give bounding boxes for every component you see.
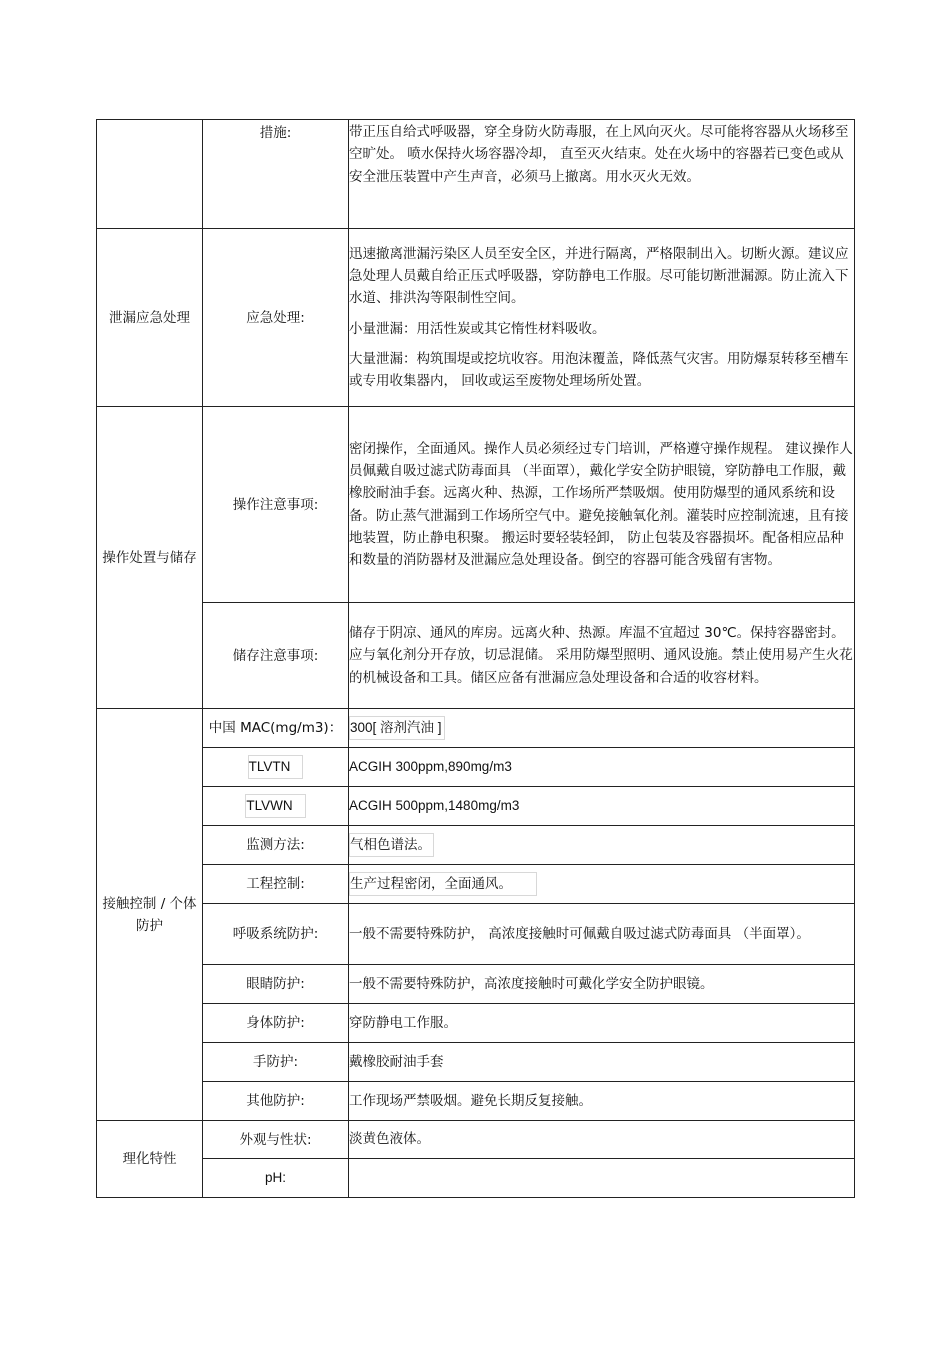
engineering-control-value	[349, 865, 855, 904]
row-other-protection	[97, 1082, 855, 1121]
row-hand-protection	[97, 1043, 855, 1082]
row-body-protection	[97, 1004, 855, 1043]
respiratory-protection-label: 呼吸系统防护:	[203, 904, 349, 965]
operation-notes-label: 操作注意事项:	[203, 407, 349, 603]
row-tlvwn	[97, 787, 855, 826]
engineering-control-label: 工程控制:	[203, 865, 349, 904]
category-cell-empty	[97, 120, 203, 229]
leak-handling-text	[349, 229, 855, 407]
category-handling-storage: 操作处置与储存	[97, 407, 203, 709]
fire-measures-text: 带正压自给式呼吸器，穿全身防火防毒服，在上风向灭火。尽可能将容器从火场移至空旷处。 喷水保持火场容器冷却， 直至灭火结束。处在火场中的容器若已变色或从安全泄压装置中产生声音，必须马上撤离。用水灭火无效。	[349, 120, 855, 229]
category-physchem: 理化特性	[97, 1121, 203, 1198]
monitoring-method-value-text: 气相色谱法。	[349, 833, 434, 857]
leak-paragraph-general: 迅速撤离泄漏污染区人员至安全区，并进行隔离，严格限制出入。切断火源。建议应急处理人员戴自给正压式呼吸器，穿防静电工作服。尽可能切断泄漏源。防止流入下水道、排洪沟等限制性空间。	[349, 245, 849, 307]
other-protection-label: 其他防护:	[203, 1082, 349, 1121]
tlvtn-label-cell	[203, 748, 349, 787]
body-protection-value: 穿防静电工作服。	[349, 1004, 855, 1043]
storage-notes-label: 储存注意事项:	[203, 603, 349, 709]
msds-table	[96, 119, 855, 1198]
row-leak-handling	[97, 229, 855, 407]
appearance-label: 外观与性状:	[203, 1121, 349, 1159]
eye-protection-label: 眼睛防护:	[203, 965, 349, 1004]
row-fire-measures	[97, 120, 855, 229]
leak-paragraph-small: 小量泄漏：用活性炭或其它惰性材料吸收。	[349, 320, 606, 337]
body-protection-label: 身体防护:	[203, 1004, 349, 1043]
tlvwn-value: ACGIH 500ppm,1480mg/m3	[349, 787, 855, 826]
china-mac-value-text: 300[ 溶剂汽油 ]	[349, 716, 445, 740]
storage-notes-text: 储存于阴凉、通风的库房。远离火种、热源。库温不宜超过 30℃。保持容器密封。 应与氧化剂分开存放，切忌混储。 采用防爆型照明、通风设施。禁止使用易产生火花的机械设备和工具。储区应备有泄漏应急处理设备和合适的收容材料。	[349, 603, 855, 709]
tlvtn-label: TLVTN	[248, 755, 304, 779]
tlvwn-label: TLVWN	[245, 794, 305, 818]
other-protection-value: 工作现场严禁吸烟。避免长期反复接触。	[349, 1082, 855, 1121]
ph-value	[349, 1159, 855, 1198]
row-engineering-control	[97, 865, 855, 904]
fire-measures-label: 措施:	[203, 120, 349, 229]
appearance-value: 淡黄色液体。	[349, 1121, 855, 1159]
category-exposure-control: 接触控制 / 个体防护	[97, 709, 203, 1121]
operation-notes-text: 密闭操作，全面通风。操作人员必须经过专门培训，严格遵守操作规程。 建议操作人员佩戴自吸过滤式防毒面具 （半面罩），戴化学安全防护眼镜，穿防静电工作服，戴橡胶耐油手套。远离火种、热源，工作场所严禁吸烟。使用防爆型的通风系统和设备。防止蒸气泄漏到工作场所空气中。避免接触氧化剂。灌装时应控制流速，且有接地装置，防止静电积聚。 搬运时要轻装轻卸， 防止包装及容器损坏。配备相应品种和数量的消防器材及泄漏应急处理设备。倒空的容器可能含残留有害物。	[349, 407, 855, 603]
leak-handling-label: 应急处理:	[203, 229, 349, 407]
row-monitoring-method	[97, 826, 855, 865]
ph-label: pH:	[203, 1159, 349, 1198]
monitoring-method-value	[349, 826, 855, 865]
respiratory-protection-value: 一般不需要特殊防护， 高浓度接触时可佩戴自吸过滤式防毒面具 （半面罩）。	[349, 904, 855, 965]
row-eye-protection	[97, 965, 855, 1004]
tlvtn-value: ACGIH 300ppm,890mg/m3	[349, 748, 855, 787]
engineering-control-value-text: 生产过程密闭，全面通风。	[349, 872, 537, 896]
category-leak: 泄漏应急处理	[97, 229, 203, 407]
hand-protection-label: 手防护:	[203, 1043, 349, 1082]
row-tlvtn	[97, 748, 855, 787]
china-mac-label: 中国 MAC(mg/m3)：	[203, 709, 349, 748]
leak-paragraph-large: 大量泄漏：构筑围堤或挖坑收容。用泡沫覆盖，降低蒸气灾害。用防爆泵转移至槽车或专用收集器内， 回收或运至废物处理场所处置。	[349, 350, 849, 390]
tlvwn-label-cell	[203, 787, 349, 826]
row-appearance	[97, 1121, 855, 1159]
row-storage-notes	[97, 603, 855, 709]
row-operation-notes	[97, 407, 855, 603]
row-ph	[97, 1159, 855, 1198]
eye-protection-value: 一般不需要特殊防护，高浓度接触时可戴化学安全防护眼镜。	[349, 965, 855, 1004]
monitoring-method-label: 监测方法:	[203, 826, 349, 865]
row-respiratory-protection	[97, 904, 855, 965]
china-mac-value	[349, 709, 855, 748]
hand-protection-value: 戴橡胶耐油手套	[349, 1043, 855, 1082]
row-china-mac	[97, 709, 855, 748]
